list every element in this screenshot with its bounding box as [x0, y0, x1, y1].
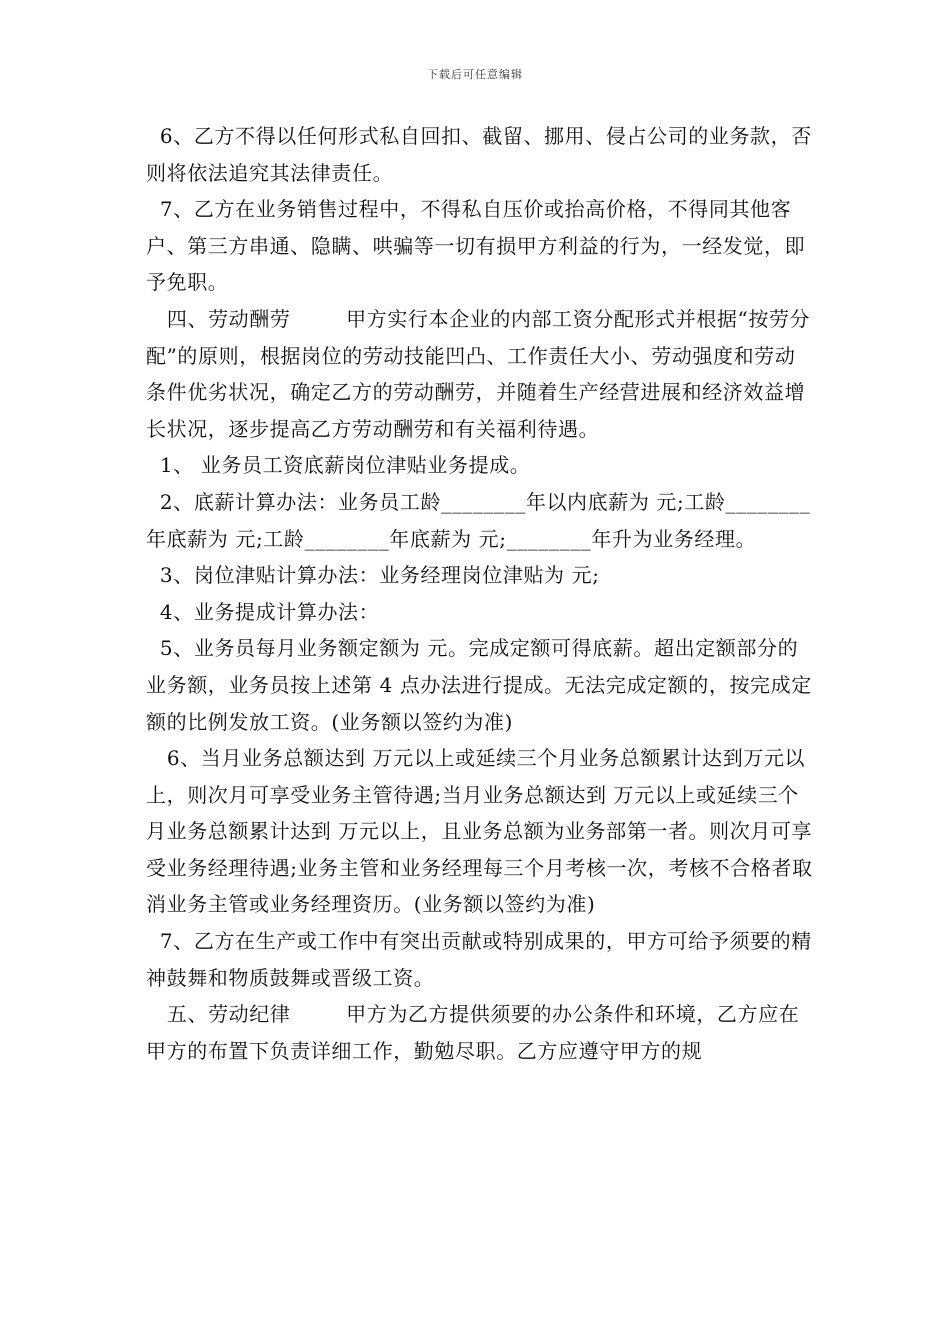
paragraph-clause-7: 7、乙方在业务销售过程中，不得私自压价或抬高价格，不得同其他客户、第三方串通、隐瞒、哄骗等一切有损甲方利益的行为，一经发觉，即予免职。: [146, 197, 806, 295]
paragraph-section-4-remuneration: 四、劳动酬劳 甲方实行本企业的内部工资分配形式并根据“按劳分配”的原则，根据岗位的劳动技能凹凸、工作责任大小、劳动强度和劳动条件优劣状况，确定乙方的劳动酬劳，并随着生产经营进展和经济效益增长状况，逐步提高乙方劳动酬劳和有关福利待遇。: [146, 306, 811, 441]
paragraph-clause-6: 6、乙方不得以任何形式私自回扣、截留、挪用、侵占公司的业务款，否则将依法追究其法律责任。: [146, 124, 812, 185]
paragraph-section-5-discipline: 五、劳动纪律 甲方为乙方提供须要的办公条件和环境，乙方应在甲方的布置下负责详细工作，勤勉尽职。乙方应遵守甲方的规: [146, 1002, 800, 1063]
paragraph-item-2: 2、底薪计算办法：业务员工龄________年以内底薪为 元;工龄________年底薪为 元;工龄________年底薪为 元;________年升为业务经理。: [146, 489, 811, 551]
page-header: 下载后可任意编辑: [427, 68, 523, 81]
paragraph-item-1: 1、 业务员工资底薪岗位津贴业务提成。: [146, 453, 531, 478]
paragraph-item-4: 4、业务提成计算办法：: [146, 599, 380, 624]
paragraph-item-5: 5、业务员每月业务额定额为 元。完成定额可得底薪。超出定额部分的业务额，业务员按上述第 4 点办法进行提成。无法完成定额的，按完成定额的比例发放工资。(业务额以签约为准): [146, 636, 812, 734]
paragraph-item-3: 3、岗位津贴计算办法：业务经理岗位津贴为 元;: [146, 563, 600, 588]
document-body: [146, 118, 814, 1069]
paragraph-item-7: 7、乙方在生产或工作中有突出贡献或特别成果的，甲方可给予须要的精神鼓舞和物质鼓舞或晋级工资。: [146, 929, 812, 990]
paragraph-item-6: 6、当月业务总额达到 万元以上或延续三个月业务总额累计达到万元以上，则次月可享受业务主管待遇;当月业务总额达到 万元以上或延续三个月业务总额累计达到 万元以上，且业务总额为业务部第一者。则次月可享受业务经理待遇;业务主管和业务经理每三个月考核一次，考核不合格者取消业务主管或业务经理资历。(业务额以签约为准): [146, 746, 813, 917]
